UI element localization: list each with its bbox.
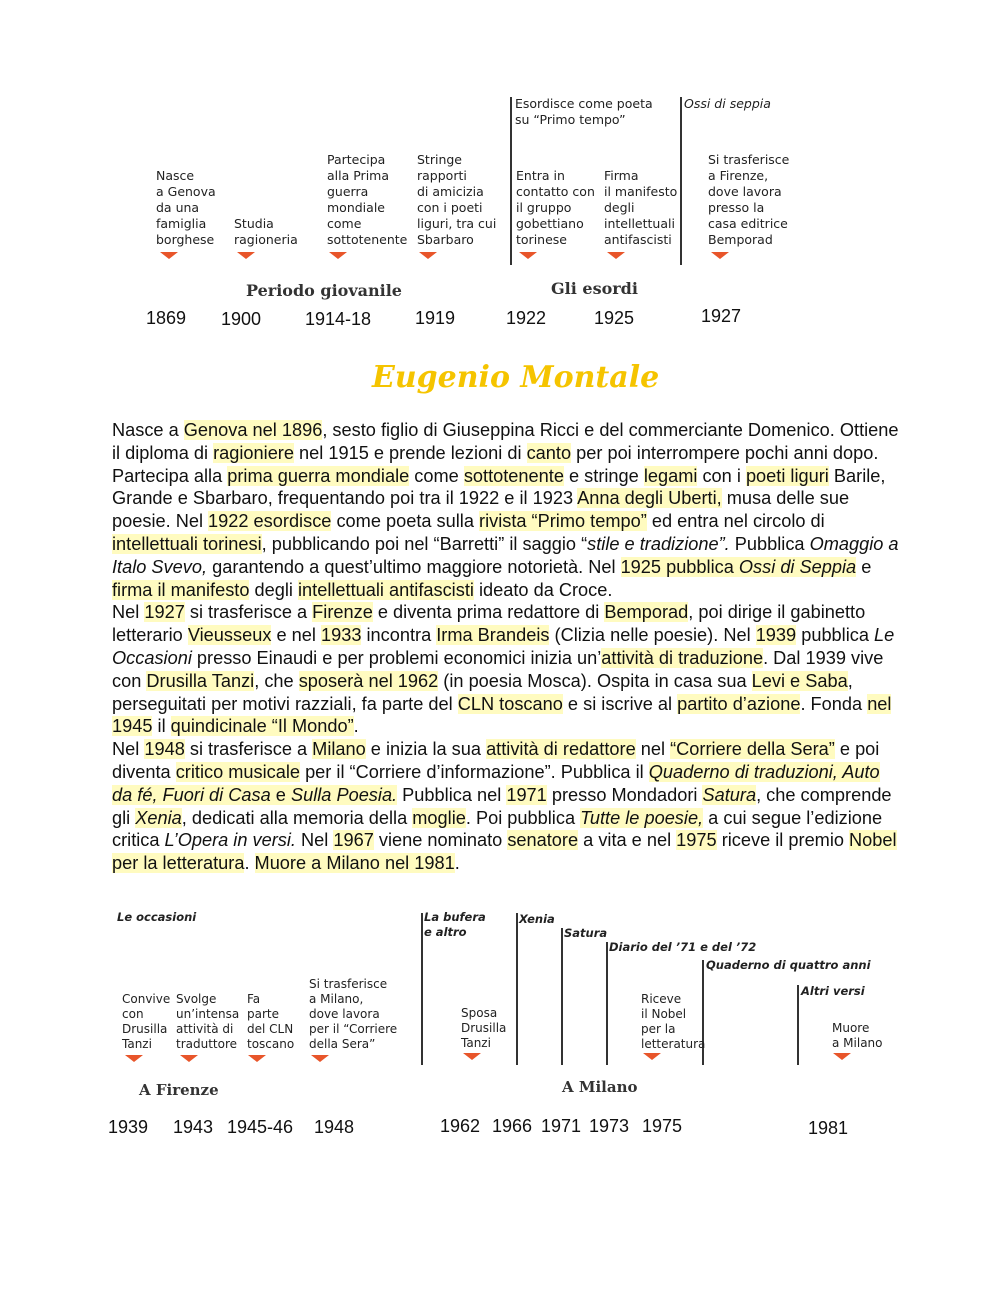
text-segment: e inizia la sua (365, 739, 487, 760)
year-label: 1919 (415, 308, 456, 328)
caption-manifesto: Firma il manifesto degli intellettuali antifascisti (604, 168, 678, 247)
work-line (561, 928, 563, 1065)
period-firenze: A Firenze (139, 1081, 219, 1099)
triangle-marker (463, 1053, 481, 1060)
triangle-marker (643, 1053, 661, 1060)
triangle-marker (329, 252, 347, 259)
highlighted-text: partito d’azione (677, 693, 801, 714)
text-segment: Le Occasioni (112, 625, 895, 668)
text-segment: L’Opera in versi. (164, 830, 296, 851)
year-label: 1945-46 (227, 1117, 294, 1137)
highlighted-text: legami (643, 465, 698, 486)
text-segment: , che comprende gli (112, 784, 892, 828)
highlighted-text: nel 1945 (112, 693, 892, 737)
caption-gobettiano: Entra in contatto con il gruppo gobettiano torinese (516, 168, 595, 247)
work-line (606, 942, 608, 1065)
year-label: 1948 (314, 1117, 355, 1137)
year-label: 1973 (589, 1116, 630, 1136)
highlighted-text: e (270, 784, 291, 805)
caption-war: Partecipa alla Prima guerra mondiale come sottotenente (327, 152, 408, 247)
text-segment: viene nominato (373, 830, 508, 851)
text-segment: . Dal 1939 vive con (112, 647, 884, 691)
text-segment: con i (697, 465, 746, 486)
highlighted-text: poeti liguri (745, 465, 829, 486)
highlighted-text: Irma Brandeis (436, 625, 550, 646)
triangle-marker (248, 1055, 266, 1062)
work-altri-versi: Altri versi (801, 984, 865, 998)
highlighted-text: sposerà nel 1962 (298, 670, 439, 691)
triangle-marker (711, 252, 729, 259)
marker-line-2 (680, 97, 682, 265)
text-segment: Nel (295, 830, 334, 851)
highlighted-text: 1927 (144, 602, 185, 623)
work-le-occasioni: Le occasioni (117, 910, 197, 924)
page-title: Eugenio Montale (372, 360, 660, 395)
highlighted-text: firma il manifesto (112, 579, 250, 600)
year-label: 1927 (701, 306, 742, 326)
caption-studies: Studia ragioneria (234, 216, 298, 247)
text-segment: e si iscrive al (562, 693, 678, 714)
highlighted-text: Drusilla Tanzi (146, 670, 255, 691)
text-segment: per il “Corriere d’informazione”. Pubblica il (300, 761, 649, 782)
highlighted-text: Quaderno di traduzioni, Auto da fé, Fuori di Casa (112, 761, 880, 805)
text-segment: degli (249, 579, 299, 600)
period-esordi: Gli esordi (551, 279, 638, 298)
text-segment: , perseguitati per motivi razziali, fa parte del (112, 670, 853, 714)
text-segment: e (856, 556, 872, 577)
text-segment: e poi diventa (112, 739, 880, 782)
text-segment: a cui segue l’edizione critica (112, 807, 883, 851)
text-segment: nel (635, 739, 671, 760)
triangle-marker (419, 252, 437, 259)
triangle-marker (519, 252, 537, 259)
text-segment: nel 1915 e prende lezioni di (293, 442, 527, 463)
year-label: 1981 (808, 1118, 849, 1138)
year-label: 1869 (146, 308, 187, 328)
highlighted-text: attività di traduzione (601, 647, 764, 668)
text-segment: per poi interrompere pochi anni dopo. Partecipa alla (112, 442, 879, 486)
year-label: 1900 (221, 309, 262, 329)
highlighted-text: intellettuali torinesi (112, 533, 262, 554)
text-segment: e diventa prima redattore di (372, 602, 605, 623)
text-segment: Nel (112, 739, 145, 760)
highlighted-text: Xenia (135, 807, 182, 828)
highlighted-text: 1967 (333, 830, 374, 851)
work-quaderno: Quaderno di quattro anni (706, 958, 871, 972)
text-segment: . (353, 716, 359, 737)
year-label: 1922 (506, 308, 547, 328)
caption-cln: Fa parte del CLN toscano (247, 992, 295, 1051)
work-diario: Diario del ’71 e del ’72 (609, 940, 757, 954)
caption-muore: Muore a Milano (832, 1021, 883, 1050)
text-segment: e stringe (563, 465, 644, 486)
period-giovanile: Periodo giovanile (246, 281, 402, 300)
highlighted-text: 1925 pubblica (620, 556, 739, 577)
text-segment: musa delle sue poesie. Nel (112, 488, 850, 532)
text-segment: presso Einaudi e per problemi economici inizia un’ (191, 647, 602, 668)
highlighted-text: 1971 (506, 784, 547, 805)
marker-esordio: Esordisce come poeta su “Primo tempo” (515, 96, 653, 127)
text-segment: , che (254, 670, 299, 691)
text-segment: (in poesia Mosca). Ospita in casa sua (438, 670, 752, 691)
text-segment: Pubblica (729, 533, 810, 554)
highlighted-text: Anna degli Uberti, (577, 488, 722, 509)
highlighted-text: Levi e Saba (751, 670, 848, 691)
highlighted-text: “Corriere della Sera” (670, 739, 835, 760)
text-segment: . Fonda (800, 693, 868, 714)
highlighted-text: senatore (507, 830, 579, 851)
highlighted-text: CLN toscano (457, 693, 563, 714)
biography-text (112, 419, 902, 875)
year-label: 1939 (108, 1117, 149, 1137)
caption-drusilla: Convive con Drusilla Tanzi (122, 992, 171, 1051)
caption-traduttore: Svolge un’intensa attività di traduttore (176, 992, 240, 1051)
caption-firenze: Si trasferisce a Firenze, dove lavora presso la casa editrice Bemporad (708, 152, 790, 247)
triangle-marker (125, 1055, 143, 1062)
text-segment: Nel (112, 602, 145, 623)
highlighted-text: 1933 (320, 625, 362, 646)
highlighted-text: critico musicale (175, 761, 301, 782)
highlighted-text: Firenze (312, 602, 373, 623)
year-label: 1962 (440, 1116, 481, 1136)
text-segment: (Clizia nelle poesie). Nel (549, 625, 756, 646)
highlighted-text: canto (526, 442, 572, 463)
text-segment: , dedicati alla memoria della (181, 807, 413, 828)
text-segment: , sesto figlio di Giuseppina Ricci e del commerciante Domenico. Ottiene il diploma di (112, 420, 899, 463)
highlighted-text: Bemporad (604, 602, 689, 623)
work-la-bufera: La bufera e altro (424, 910, 486, 939)
highlighted-text: attività di redattore (486, 739, 636, 760)
highlighted-text: prima guerra mondiale (227, 465, 410, 486)
year-label: 1971 (541, 1116, 582, 1136)
text-segment: si trasferisce a (184, 602, 313, 623)
text-segment: incontra (361, 625, 437, 646)
year-label: 1925 (594, 308, 635, 328)
highlighted-text: moglie (412, 807, 466, 828)
caption-milano: Si trasferisce a Milano, dove lavora per il “Corriere della Sera” (309, 977, 398, 1051)
text-segment: Barile, Grande e Sbarbaro, frequentando poi tra il 1922 e il 1923 (112, 465, 886, 509)
highlighted-text: quindicinale “Il Mondo” (170, 716, 354, 737)
work-satura: Satura (564, 926, 608, 940)
year-label: 1914-18 (305, 309, 372, 329)
text-segment: riceve il premio (716, 830, 850, 851)
text-segment: . (454, 853, 460, 874)
highlighted-text: sottotenente (463, 465, 564, 486)
highlighted-text: 1922 esordisce (208, 511, 332, 532)
text-segment: come poeta sulla (331, 511, 480, 532)
work-line (516, 913, 518, 1065)
text-segment: stile e tradizione”. (587, 533, 730, 554)
triangle-marker (237, 252, 255, 259)
highlighted-text: Muore a Milano nel 1981 (254, 853, 455, 874)
triangle-marker (311, 1055, 329, 1062)
text-segment: e nel (271, 625, 321, 646)
caption-birth: Nasce a Genova da una famiglia borghese (156, 168, 216, 247)
highlighted-text: Vieusseux (187, 625, 272, 646)
triangle-marker (607, 252, 625, 259)
text-segment: . Poi pubblica (465, 807, 581, 828)
highlighted-text: intellettuali antifascisti (298, 579, 474, 600)
highlighted-text: rivista “Primo tempo” (479, 511, 647, 532)
highlighted-text: Tutte le poesie, (580, 807, 704, 828)
triangle-marker (180, 1055, 198, 1062)
text-segment: ideato da Croce. (473, 579, 613, 600)
text-segment: presso Mondadori (546, 784, 703, 805)
caption-sposa: Sposa Drusilla Tanzi (461, 1006, 507, 1050)
triangle-marker (833, 1053, 851, 1060)
highlighted-text: Genova nel 1896 (183, 420, 323, 440)
text-segment: , poi dirige il gabinetto letterario (112, 602, 866, 646)
year-label: 1975 (642, 1116, 683, 1136)
work-line (421, 913, 423, 1065)
text-segment: Pubblica nel (397, 784, 507, 805)
work-line (797, 985, 799, 1065)
text-segment: Nasce a (112, 420, 184, 440)
text-segment: il (152, 716, 171, 737)
highlighted-text: Milano (312, 739, 366, 760)
text-segment: come (409, 465, 464, 486)
triangle-marker (160, 252, 178, 259)
highlighted-text: Sulla Poesia. (290, 784, 398, 805)
highlighted-text: 1975 (676, 830, 717, 851)
year-label: 1943 (173, 1117, 214, 1137)
work-xenia: Xenia (519, 912, 555, 926)
period-milano: A Milano (562, 1078, 638, 1096)
year-label: 1966 (492, 1116, 533, 1136)
text-segment: si trasferisce a (184, 739, 313, 760)
highlighted-text: Ossi di Seppia (738, 556, 857, 577)
caption-friendship: Stringe rapporti di amicizia con i poeti liguri, tra cui Sbarbaro (417, 152, 497, 247)
text-segment: a vita e nel (578, 830, 677, 851)
text-segment: garantendo a quest’ultimo maggiore notorietà. Nel (207, 556, 621, 577)
marker-line-1 (510, 97, 512, 265)
marker-ossi: Ossi di seppia (684, 96, 771, 111)
text-segment: pubblica (796, 625, 875, 646)
text-segment: . (244, 853, 255, 874)
highlighted-text: ragioniere (213, 442, 294, 463)
text-segment: , pubblicando poi nel “Barretti” il saggio “ (261, 533, 588, 554)
highlighted-text: 1939 (755, 625, 797, 646)
caption-nobel: Riceve il Nobel per la letteratura (641, 992, 706, 1051)
highlighted-text: Satura (702, 784, 757, 805)
text-segment: ed entra nel circolo di (646, 511, 825, 532)
highlighted-text: 1948 (144, 739, 185, 760)
highlighted-text: Nobel per la letteratura (112, 830, 897, 874)
text-segment: Omaggio a Italo Svevo, (112, 533, 899, 577)
